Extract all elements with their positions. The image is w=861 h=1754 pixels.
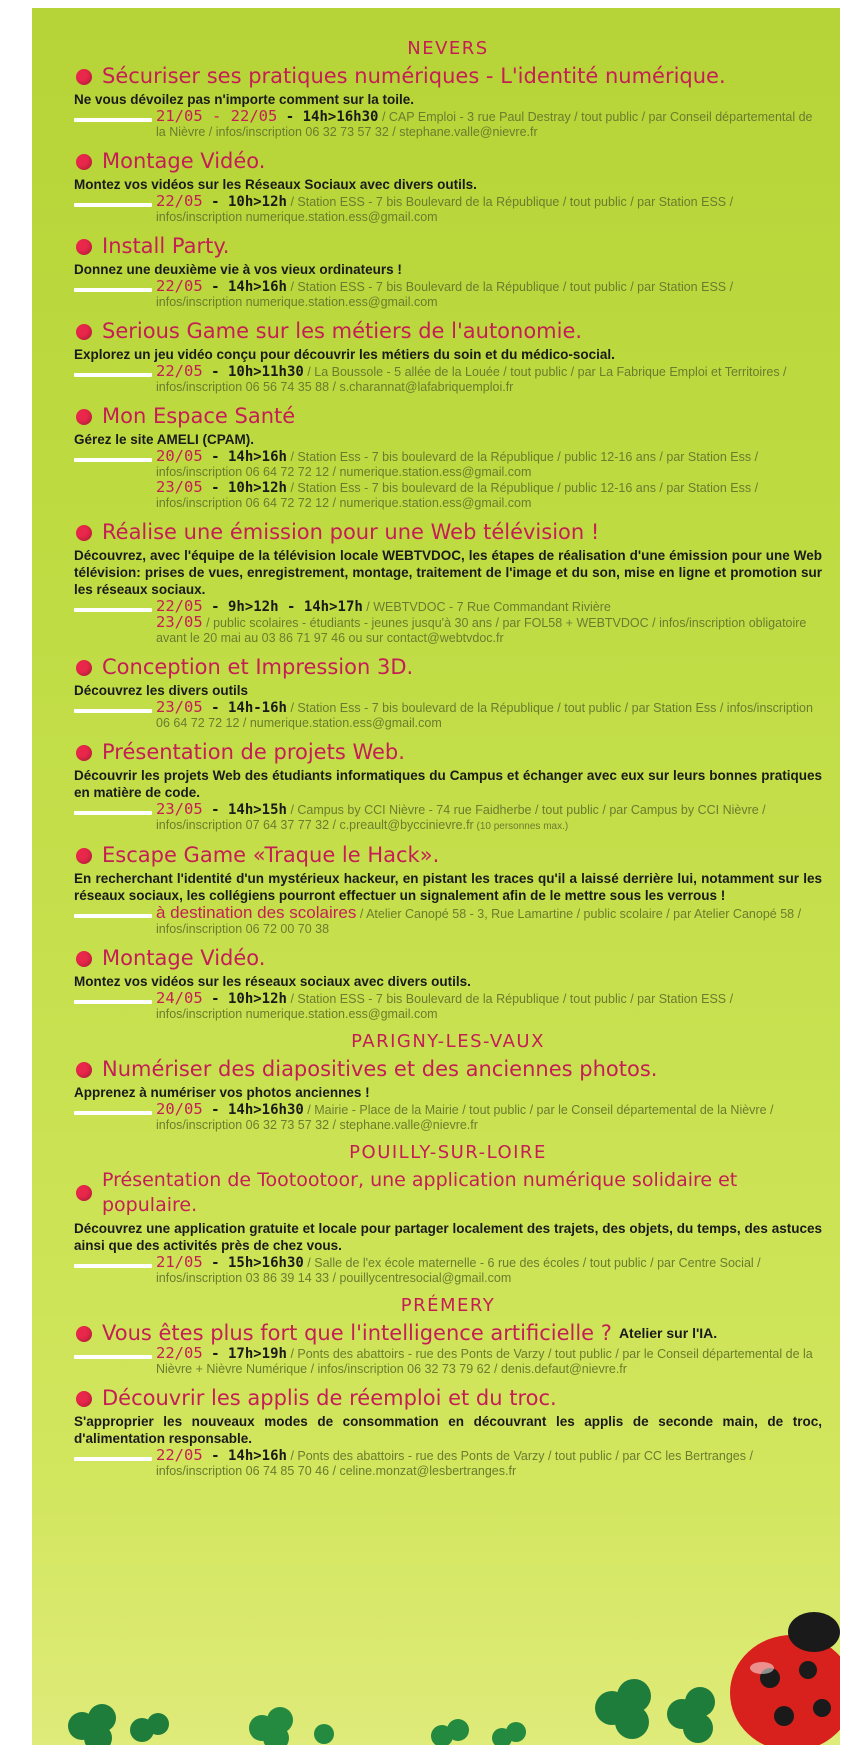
event-item bbox=[74, 64, 822, 140]
event-title: Numériser des diapositives et des anciennes photos. bbox=[74, 1057, 822, 1082]
event-item bbox=[74, 946, 822, 1022]
event-session bbox=[74, 700, 822, 731]
event-details: / public scolaires - étudiants - jeunes jusqu'à 30 ans / par FOL58 + WEBTVDOC / infos/inscription obligatoire avant le 20 mai au 03 86 71 97 46 ou sur contact@webtvdoc.fr bbox=[156, 616, 807, 645]
event-description: Découvrez une application gratuite et locale pour partager localement des trajets, des objets, du temps, des astuces ainsi que des activités près de chez vous. bbox=[74, 1221, 822, 1253]
clover-icon bbox=[232, 1700, 352, 1745]
event-details: / WEBTVDOC - 7 Rue Commandant Rivière bbox=[362, 600, 611, 614]
event-session bbox=[74, 480, 822, 511]
event-description: En recherchant l'identité d'un mystérieux hackeur, en pistant les traces qu'il a laissé derrière lui, notamment sur les réseaux sociaux, les collégiens pourront effectuer un signalement afin de le mettre sous les verrous ! bbox=[74, 871, 822, 903]
event-description: Donnez une deuxième vie à vos vieux ordinateurs ! bbox=[74, 262, 402, 277]
event-time: - 10h>11h30 bbox=[202, 364, 304, 380]
event-date: 22/05 bbox=[156, 1446, 203, 1464]
event-details: / Station ESS - 7 bis Boulevard de la République / tout public / par Station ESS / infos/inscription numerique.station.ess@gmail.com bbox=[156, 992, 734, 1021]
event-time: - 10h>12h bbox=[202, 480, 287, 496]
event-note: (10 personnes max.) bbox=[473, 821, 569, 832]
event-item bbox=[74, 1168, 822, 1286]
bullet-dot-icon bbox=[76, 1062, 92, 1078]
divider-bar bbox=[74, 288, 152, 292]
event-title: Montage Vidéo. bbox=[74, 149, 822, 174]
divider-bar bbox=[74, 1000, 152, 1004]
event-session bbox=[74, 1448, 822, 1479]
divider-bar bbox=[74, 608, 152, 612]
event-title: Escape Game «Traque le Hack». bbox=[74, 843, 822, 868]
event-item bbox=[74, 404, 822, 511]
event-description: S'approprier les nouveaux modes de consommation en découvrant les applis de seconde main, de troc, d'alimentation responsable. bbox=[74, 1414, 822, 1446]
event-details: / Salle de l'ex école maternelle - 6 rue des écoles / tout public / par Centre Social / infos/inscription 03 86 39 14 33 / pouillycentresocial@gmail.com bbox=[156, 1256, 761, 1285]
event-details: / La Boussole - 5 allée de la Louée / tout public / par La Fabrique Emploi et Territoires / infos/inscription 06 56 74 35 88 / s.charannat@lafabriquemploi.fr bbox=[156, 365, 787, 394]
event-time: - 14h>16h bbox=[202, 449, 287, 465]
event-details: / Station Ess - 7 bis boulevard de la République / tout public / par Station Ess / infos/inscription 06 64 72 72 12 / numerique.station.ess@gmail.com bbox=[156, 701, 813, 730]
event-session bbox=[74, 615, 822, 646]
event-date: 21/05 - 22/05 bbox=[156, 107, 278, 125]
event-item bbox=[74, 1057, 822, 1133]
clover-icon bbox=[572, 1648, 722, 1745]
event-title: Mon Espace Santé bbox=[74, 404, 822, 429]
event-title: Présentation de Tootootoor, une application numérique solidaire et populaire. bbox=[74, 1168, 822, 1218]
event-details: / Station ESS - 7 bis Boulevard de la République / tout public / par Station ESS / infos/inscription numerique.station.ess@gmail.com bbox=[156, 280, 734, 309]
bullet-dot-icon bbox=[76, 951, 92, 967]
event-title: Conception et Impression 3D. bbox=[74, 655, 822, 680]
bullet-dot-icon bbox=[76, 1185, 92, 1201]
event-title: Sécuriser ses pratiques numériques - L'identité numérique. bbox=[74, 64, 822, 89]
event-description: Découvrir les projets Web des étudiants informatiques du Campus et échanger avec eux sur leurs bonnes pratiques en matière de code. bbox=[74, 768, 822, 800]
event-item bbox=[74, 655, 822, 731]
bullet-dot-icon bbox=[76, 1326, 92, 1342]
event-session bbox=[74, 1346, 822, 1377]
divider-bar bbox=[74, 373, 152, 377]
event-item bbox=[74, 843, 822, 937]
divider-bar bbox=[74, 709, 152, 713]
event-details: / Ponts des abattoirs - rue des Ponts de Varzy / tout public / par CC les Bertranges / infos/inscription 06 74 85 70 46 / celine.monzat@lesbertranges.fr bbox=[156, 1449, 753, 1478]
town-heading-pouilly: POUILLY-SUR-LOIRE bbox=[349, 1142, 547, 1163]
event-date: 24/05 bbox=[156, 989, 203, 1007]
event-description: Ne vous dévoilez pas n'importe comment sur la toile. bbox=[74, 92, 415, 107]
clover-icon bbox=[52, 1696, 172, 1745]
event-title-suffix: Atelier sur l'IA. bbox=[618, 1325, 718, 1341]
event-title: Install Party. bbox=[74, 234, 822, 259]
event-title: Présentation de projets Web. bbox=[74, 740, 822, 765]
event-description: Découvrez, avec l'équipe de la télévision locale WEBTVDOC, les étapes de réalisation d'une émission pour une Web télévision: prises de vues, enregistrement, montage, traitement de l'image et du son, mise en ligne et promotion sur les réseaux sociaux. bbox=[74, 548, 822, 597]
event-session bbox=[74, 1255, 822, 1286]
bullet-dot-icon bbox=[76, 409, 92, 425]
event-date: 23/05 bbox=[156, 698, 203, 716]
event-time: - 10h>12h bbox=[202, 991, 287, 1007]
event-time: - 10h>12h bbox=[202, 194, 287, 210]
event-time: - 14h-16h bbox=[202, 700, 287, 716]
bullet-dot-icon bbox=[76, 1391, 92, 1407]
event-description: Montez vos vidéos sur les Réseaux Sociaux avec divers outils. bbox=[74, 177, 477, 192]
event-date: 23/05 bbox=[156, 800, 203, 818]
event-item bbox=[74, 234, 822, 310]
event-date: 20/05 bbox=[156, 1100, 203, 1118]
event-details: / Ponts des abattoirs - rue des Ponts de Varzy / tout public / par le Conseil départemental de la Nièvre + Nièvre Numérique / infos/inscription 06 32 73 79 62 / denis.defaut@nievre.fr bbox=[156, 1347, 813, 1376]
town-heading-nevers: NEVERS bbox=[407, 38, 489, 59]
event-date: 22/05 bbox=[156, 597, 203, 615]
event-session bbox=[74, 194, 822, 225]
event-description: Montez vos vidéos sur les réseaux sociaux avec divers outils. bbox=[74, 974, 471, 989]
event-title: Vous êtes plus fort que l'intelligence artificielle ? Atelier sur l'IA. bbox=[74, 1321, 822, 1346]
divider-bar bbox=[74, 1355, 152, 1359]
event-time: - 14h>16h bbox=[202, 1448, 287, 1464]
bullet-dot-icon bbox=[76, 525, 92, 541]
event-time: - 17h>19h bbox=[202, 1346, 287, 1362]
event-title: Montage Vidéo. bbox=[74, 946, 822, 971]
divider-bar bbox=[74, 811, 152, 815]
bullet-dot-icon bbox=[76, 154, 92, 170]
event-details: / Campus by CCI Nièvre - 74 rue Faidherbe / tout public / par Campus by CCI Nièvre / infos/inscription 07 64 37 77 32 / c.preault@byccinievre.fr bbox=[156, 803, 766, 832]
event-date: 20/05 bbox=[156, 447, 203, 465]
town-heading-parigny: PARIGNY-LES-VAUX bbox=[351, 1031, 545, 1052]
event-title: Découvrir les applis de réemploi et du troc. bbox=[74, 1386, 822, 1411]
event-item bbox=[74, 149, 822, 225]
event-date: 23/05 bbox=[156, 613, 203, 631]
event-date: 22/05 bbox=[156, 192, 203, 210]
event-date: 22/05 bbox=[156, 1344, 203, 1362]
event-session bbox=[74, 364, 822, 395]
event-description: Découvrez les divers outils bbox=[74, 683, 249, 698]
divider-bar bbox=[74, 1457, 152, 1461]
event-time: - 9h>12h - 14h>17h bbox=[202, 599, 363, 615]
event-list bbox=[74, 38, 822, 1488]
divider-bar bbox=[74, 1111, 152, 1115]
event-session bbox=[74, 1102, 822, 1133]
event-session bbox=[74, 449, 822, 480]
event-details: / Station Ess - 7 bis boulevard de la République / public 12-16 ans / par Station Ess / infos/inscription 06 64 72 72 12 / numerique.station.ess@gmail.com bbox=[156, 481, 759, 510]
event-session bbox=[74, 802, 822, 834]
event-details: / Atelier Canopé 58 - 3, Rue Lamartine / public scolaire / par Atelier Canopé 58 / infos/inscription 06 72 00 70 38 bbox=[156, 907, 802, 936]
divider-bar bbox=[74, 118, 152, 122]
event-session bbox=[74, 991, 822, 1022]
event-time: - 14h>16h bbox=[202, 279, 287, 295]
bullet-dot-icon bbox=[76, 69, 92, 85]
event-session bbox=[74, 109, 822, 140]
divider-bar bbox=[74, 1264, 152, 1268]
event-session bbox=[74, 905, 822, 937]
event-item bbox=[74, 1321, 822, 1377]
event-audience: à destination des scolaires bbox=[156, 903, 357, 922]
event-details: / CAP Emploi - 3 rue Paul Destray / tout public / par Conseil départemental de la Nièvre / infos/inscription 06 32 73 57 32 / stephane.valle@nievre.fr bbox=[156, 110, 813, 139]
event-description: Apprenez à numériser vos photos anciennes ! bbox=[74, 1085, 370, 1100]
event-time: - 14h>16h30 bbox=[202, 1102, 304, 1118]
divider-bar bbox=[74, 458, 152, 462]
event-item bbox=[74, 319, 822, 395]
bullet-dot-icon bbox=[76, 848, 92, 864]
event-item bbox=[74, 740, 822, 834]
bullet-dot-icon bbox=[76, 239, 92, 255]
event-title: Serious Game sur les métiers de l'autonomie. bbox=[74, 319, 822, 344]
event-details: / Station Ess - 7 bis boulevard de la République / public 12-16 ans / par Station Ess / infos/inscription 06 64 72 72 12 / numerique.station.ess@gmail.com bbox=[156, 450, 759, 479]
event-details: / Mairie - Place de la Mairie / tout public / par le Conseil départemental de la Nièvre / infos/inscription 06 32 73 57 32 / stephane.valle@nievre.fr bbox=[156, 1103, 774, 1132]
event-time: - 15h>16h30 bbox=[202, 1255, 304, 1271]
event-description: Explorez un jeu vidéo conçu pour découvrir les métiers du soin et du médico-social. bbox=[74, 347, 615, 362]
event-title: Réalise une émission pour une Web télévision ! bbox=[74, 520, 822, 545]
event-time: - 14h>15h bbox=[202, 802, 287, 818]
event-date: 22/05 bbox=[156, 362, 203, 380]
event-date: 23/05 bbox=[156, 478, 203, 496]
town-heading-premery: PRÉMERY bbox=[400, 1295, 496, 1316]
bullet-dot-icon bbox=[76, 660, 92, 676]
bullet-dot-icon bbox=[76, 324, 92, 340]
flyer-page bbox=[32, 8, 840, 1745]
clover-icon bbox=[412, 1708, 532, 1745]
divider-bar bbox=[74, 914, 152, 918]
event-date: 22/05 bbox=[156, 277, 203, 295]
divider-bar bbox=[74, 203, 152, 207]
event-session bbox=[74, 279, 822, 310]
event-time: - 14h>16h30 bbox=[277, 109, 379, 125]
event-description: Gérez le site AMELI (CPAM). bbox=[74, 432, 255, 447]
event-item bbox=[74, 520, 822, 646]
event-item bbox=[74, 1386, 822, 1479]
bullet-dot-icon bbox=[76, 745, 92, 761]
ladybug-icon bbox=[722, 1598, 840, 1745]
event-details: / Station ESS - 7 bis Boulevard de la République / tout public / par Station ESS / infos/inscription numerique.station.ess@gmail.com bbox=[156, 195, 734, 224]
event-date: 21/05 bbox=[156, 1253, 203, 1271]
